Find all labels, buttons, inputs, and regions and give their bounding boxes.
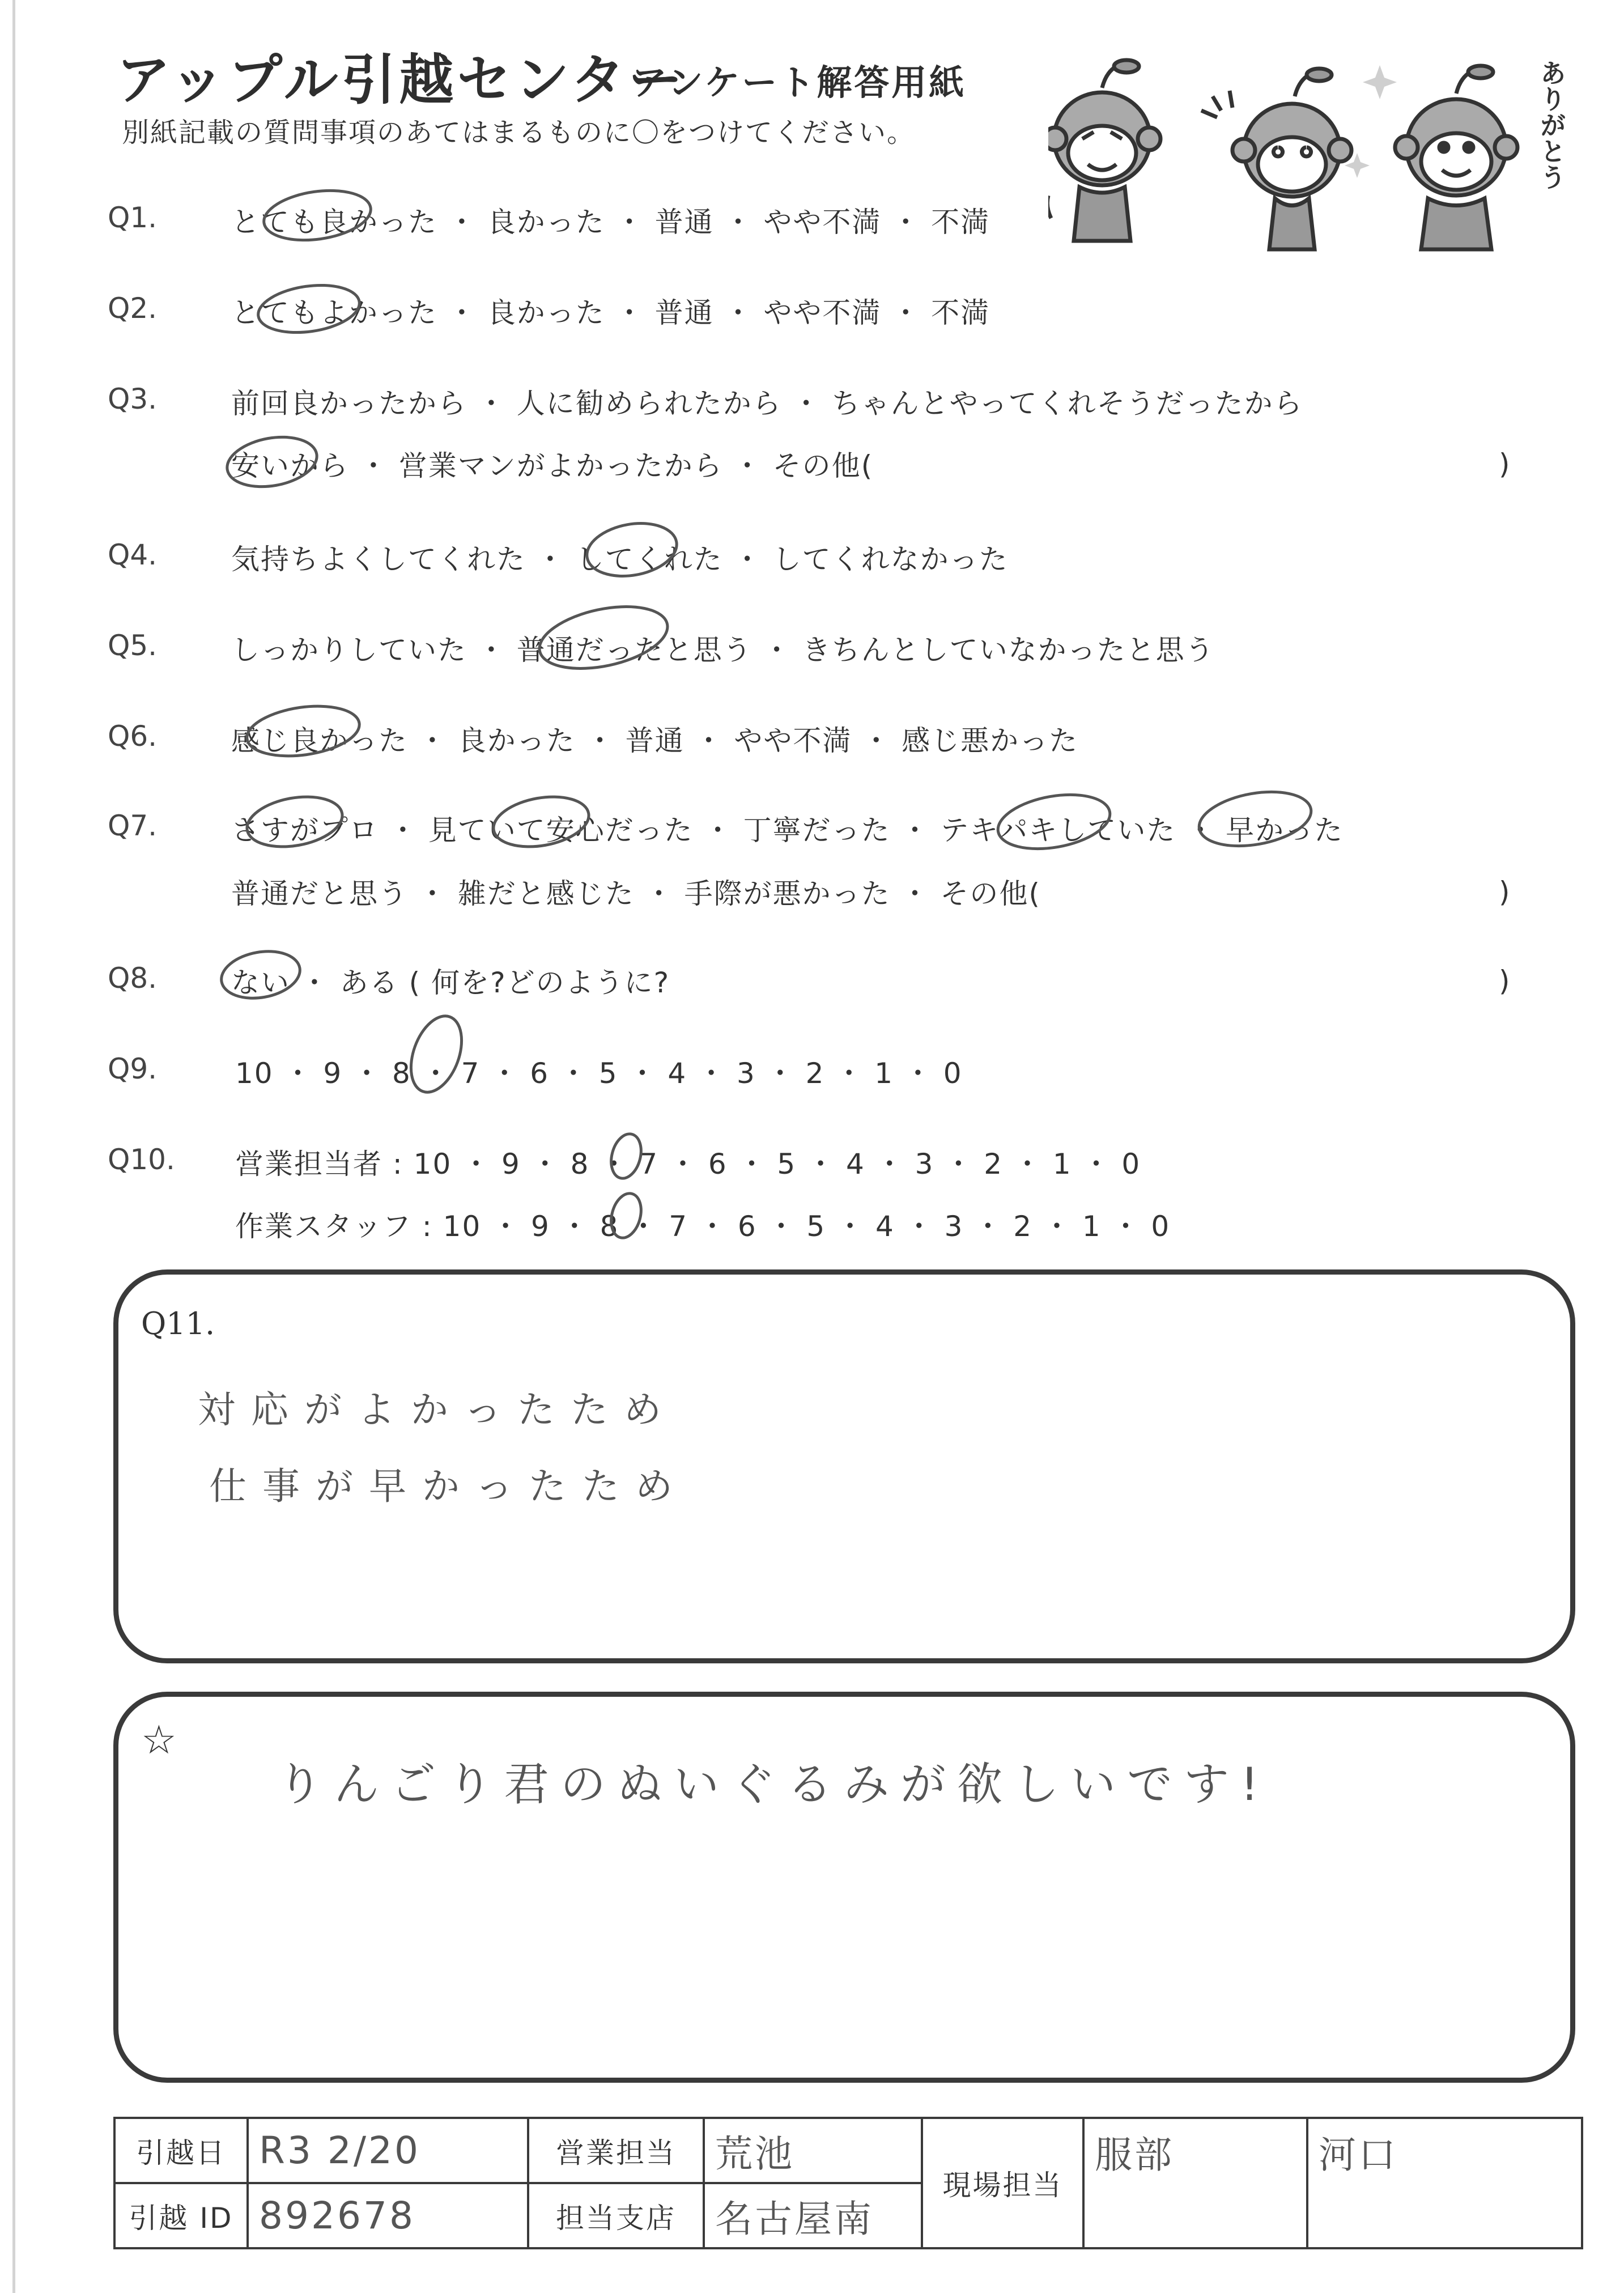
question-options: しっかりしていた ・ 普通だったと思う ・ きちんとしていなかったと思う bbox=[231, 634, 1215, 666]
sales-rep-label: 営業担当 bbox=[528, 2118, 704, 2183]
page-edge bbox=[12, 0, 15, 2293]
q11-box bbox=[113, 1269, 1575, 1663]
question-options: 気持ちよくしてくれた ・ してくれた ・ してくれなかった bbox=[231, 543, 1009, 576]
question-options: 普通だと思う ・ 雑だと感じた ・ 手際が悪かった ・ その他( bbox=[231, 877, 1041, 910]
question-label: Q8. bbox=[108, 962, 158, 995]
question-options: とても良かった ・ 良かった ・ 普通 ・ やや不満 ・ 不満 bbox=[231, 206, 990, 239]
comment-box bbox=[113, 1692, 1575, 2083]
question-options: 10 ・ 9 ・ 8 ・ 7 ・ 6 ・ 5 ・ 4 ・ 3 ・ 2 ・ 1 ・ 0 bbox=[235, 1057, 963, 1090]
move-id-value: 892678 bbox=[248, 2183, 528, 2248]
question-options: 前回良かったから ・ 人に勧められたから ・ ちゃんとやってくれそうだったから bbox=[231, 387, 1303, 420]
question-options: ない ・ ある ( 何を?どのように? bbox=[231, 966, 670, 999]
question-options: 感じ良かった ・ 良かった ・ 普通 ・ やや不満 ・ 感じ悪かった bbox=[231, 724, 1079, 757]
q11-answer-line: 仕事が早かったため bbox=[209, 1464, 688, 1508]
move-info-table bbox=[113, 2117, 1583, 2249]
move-date-label: 引越日 bbox=[114, 2118, 248, 2183]
branch-label: 担当支店 bbox=[528, 2183, 704, 2248]
site-staff-1: 服部 bbox=[1083, 2118, 1307, 2248]
mascot-group bbox=[1048, 54, 1570, 258]
company-title: アップル引越センター bbox=[116, 48, 686, 112]
question-label: Q7. bbox=[108, 809, 158, 842]
move-date-value: R3 2/20 bbox=[248, 2118, 528, 2183]
question-label: Q6. bbox=[108, 720, 158, 753]
close-paren: ) bbox=[1499, 876, 1510, 908]
question-label: Q3. bbox=[108, 383, 158, 415]
question-label: Q1. bbox=[108, 201, 158, 234]
question-label: Q5. bbox=[108, 629, 158, 662]
question-label: Q2. bbox=[108, 292, 158, 325]
question-options: さすがプロ ・ 見ていて安心だった ・ 丁寧だった ・ テキパキしていた ・ 早かった bbox=[231, 814, 1344, 847]
move-id-label: 引越 ID bbox=[114, 2183, 248, 2248]
question-options: とてもよかった ・ 良かった ・ 普通 ・ やや不満 ・ 不満 bbox=[231, 296, 990, 329]
question-label: Q9. bbox=[108, 1052, 158, 1085]
sales-rep-value: 荒池 bbox=[704, 2118, 922, 2183]
question-options: 営業担当者 : 10 ・ 9 ・ 8 ・ 7 ・ 6 ・ 5 ・ 4 ・ 3 ・ 2 ・ 1 ・ 0 bbox=[235, 1148, 1141, 1181]
monkey-mascot-icon bbox=[1048, 54, 1570, 258]
comment-answer: りんごり君のぬいぐるみが欲しいです! bbox=[277, 1758, 1270, 1811]
q11-answer-line: 対応がよかったため bbox=[198, 1388, 677, 1432]
star-icon: ☆ bbox=[141, 1717, 177, 1763]
q11-label: Q11. bbox=[141, 1306, 215, 1341]
close-paren: ) bbox=[1499, 965, 1510, 997]
question-label: Q10. bbox=[108, 1143, 175, 1176]
question-options: 作業スタッフ : 10 ・ 9 ・ 8 ・ 7 ・ 6 ・ 5 ・ 4 ・ 3 ・ 2 ・ 1 ・ 0 bbox=[235, 1210, 1171, 1243]
site-staff-2: 河口 bbox=[1307, 2118, 1582, 2248]
branch-value: 名古屋南 bbox=[704, 2183, 922, 2248]
close-paren: ) bbox=[1499, 448, 1510, 481]
mascot-caption: ありがとう bbox=[1536, 60, 1567, 190]
question-label: Q4. bbox=[108, 538, 158, 571]
form-instructions: 別紙記載の質問事項のあてはまるものに〇をつけてください。 bbox=[122, 117, 916, 148]
site-staff-label: 現場担当 bbox=[922, 2118, 1083, 2248]
form-subtitle: アンケート解答用紙 bbox=[632, 62, 967, 103]
question-options: 安いから ・ 営業マンがよかったから ・ その他( bbox=[231, 449, 874, 482]
